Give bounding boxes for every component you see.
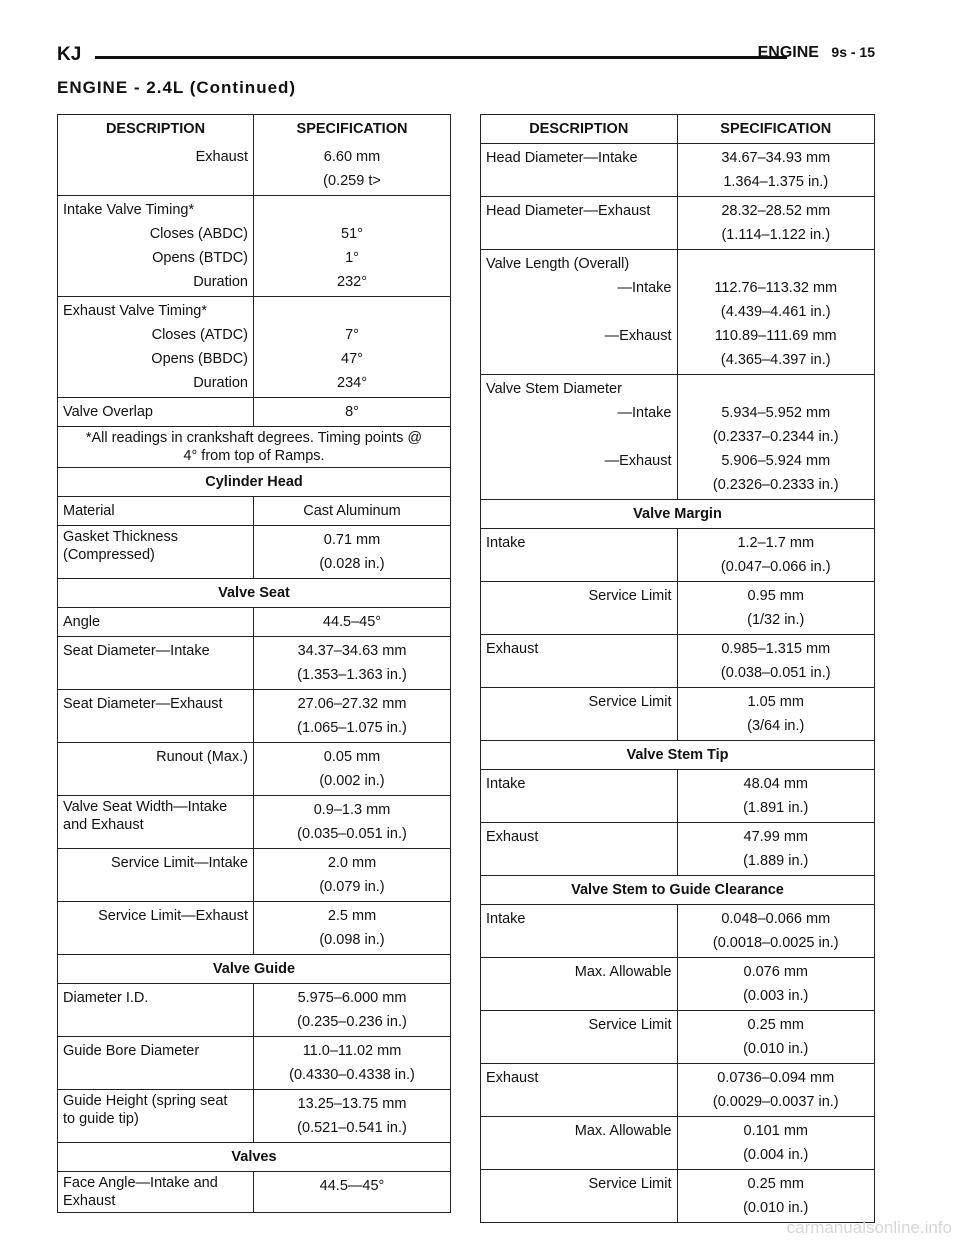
spec-in: (0.002 in.) [319,773,385,789]
spec-blank [683,252,870,276]
table-row [481,1169,874,1222]
spec-mm: 11.0–11.02 mm [302,1043,402,1059]
section-heading-valve-guide: Valve Guide [58,954,450,983]
row-label: Opens (BTDC) [152,250,248,266]
spec-mm: 5.934–5.952 mm [721,405,831,421]
row-label: Runout (Max.) [156,749,248,765]
spec-mm: 1.05 mm [747,694,804,710]
table-row [58,296,450,397]
table-row [58,397,450,426]
spec-in: (0.035–0.051 in.) [297,826,407,842]
table-row [481,1116,874,1169]
row-label: Duration [193,274,248,290]
spec-in: (0.038–0.051 in.) [720,665,831,681]
table-row [58,607,450,636]
table-row [481,957,874,1010]
page-subtitle: ENGINE - 2.4L (Continued) [57,78,297,97]
page-header [57,44,875,74]
spec-mm: 2.5 mm [327,908,377,924]
row-label: —Exhaust [604,328,672,344]
spec-mm: 48.04 mm [743,776,808,792]
table-row [481,687,874,740]
spec-blank [259,299,445,323]
spec-in: (0.047–0.066 in.) [720,559,831,575]
row-label: Duration [193,375,248,391]
table-row [481,822,874,875]
table-row [481,143,874,196]
spec-in: (0.098 in.) [319,932,385,948]
row-label: Face Angle—Intake and [63,1175,218,1191]
row-label: Service Limit [588,1017,672,1033]
table-row [481,528,874,581]
table-row [58,195,450,296]
spec-mm: 5.906–5.924 mm [721,453,831,469]
spec-mm: 0.076 mm [743,964,808,980]
table-row [58,496,450,525]
section-heading-valve-seat: Valve Seat [58,578,450,607]
spec-value: 7° [345,327,359,343]
row-label: Closes (ABDC) [149,226,248,242]
section-title: ENGINE [757,44,819,61]
spec-value: 232° [337,274,367,290]
timing-footnote [58,426,450,467]
spec-mm: 0.048–0.066 mm [721,911,831,927]
row-label: Service Limit—Exhaust [98,908,248,924]
spec-table-right [480,114,875,1223]
table-row [58,848,450,901]
row-label: —Exhaust [604,453,672,469]
row-label: Exhaust [195,149,248,165]
table-row [58,983,450,1036]
row-label: Exhaust [486,641,539,657]
spec-mm: 27.06–27.32 mm [297,696,407,712]
row-label: Exhaust [486,829,539,845]
spec-value: 8° [345,404,359,420]
table-row [481,769,874,822]
spec-in: (1/32 in.) [747,612,805,628]
spec-in: (0.0029–0.0037 in.) [712,1094,839,1110]
table-row [481,904,874,957]
spec-mm: 1.2–1.7 mm [737,535,815,551]
row-label: Guide Bore Diameter [63,1043,200,1059]
spec-in: (4.439–4.461 in.) [720,304,831,320]
note-line: *All readings in crankshaft degrees. Timing points @ [85,430,423,446]
table-row [58,901,450,954]
spec-mm: 5.975–6.000 mm [297,990,407,1006]
spec-in: (0.010 in.) [743,1200,809,1216]
row-label: —Intake [617,280,672,296]
row-label: Service Limit [588,1176,672,1192]
column-header-description: DESCRIPTION [481,115,678,143]
spec-mm: 34.37–34.63 mm [297,643,407,659]
spec-mm: 0.25 mm [747,1176,804,1192]
spec-in: (0.235–0.236 in.) [297,1014,407,1030]
table-row [481,374,874,499]
spec-in: (1.891 in.) [743,800,809,816]
spec-in: (4.365–4.397 in.) [720,352,831,368]
row-label: to guide tip) [63,1111,139,1127]
spec-mm: 0.05 mm [323,749,381,765]
spec-in: (1.114–1.122 in.) [721,227,831,243]
spec-value: 47° [341,351,363,367]
spacer [486,300,672,324]
spacer [486,425,672,449]
row-label: Valve Stem Diameter [486,381,622,397]
row-label: Max. Allowable [574,1123,672,1139]
row-label: Valve Overlap [63,404,153,420]
spec-mm: 13.25–13.75 mm [297,1096,407,1112]
spec-mm: 0.95 mm [747,588,804,604]
spec-in: (0.004 in.) [743,1147,809,1163]
spec-mm: 0.25 mm [747,1017,804,1033]
spec-in: (0.079 in.) [319,879,385,895]
row-label: Diameter I.D. [63,990,149,1006]
table-row [58,1171,450,1212]
table-row [481,1063,874,1116]
table-row [58,636,450,689]
row-label: Service Limit [588,694,672,710]
spec-in: (0.259 t> [323,173,381,189]
table-row [481,581,874,634]
note-line: 4° from top of Ramps. [183,448,325,464]
spec-value: Cast Aluminum [303,503,401,519]
spec-mm: 47.99 mm [743,829,808,845]
row-label: Material [63,503,115,519]
vehicle-code: KJ [57,44,82,65]
row-label: Guide Height (spring seat [63,1093,228,1109]
spec-in: (0.2337–0.2344 in.) [712,429,839,445]
spec-value: 44.5—45° [319,1178,385,1194]
column-header-description: DESCRIPTION [58,115,254,143]
spec-mm: 112.76–113.32 mm [714,280,838,296]
row-label: Intake Valve Timing* [63,202,195,218]
table-row [481,249,874,374]
table-row [58,1089,450,1142]
spec-mm: 0.101 mm [743,1123,808,1139]
table-row [58,143,450,195]
spec-in: (0.028 in.) [319,556,385,572]
row-label: Valve Length (Overall) [486,256,630,272]
table-row [481,196,874,249]
table-row [481,634,874,687]
spec-in: (1.889 in.) [743,853,809,869]
row-label: Intake [486,535,526,551]
row-label: Exhaust Valve Timing* [63,303,207,319]
spec-in: (0.4330–0.4338 in.) [289,1067,415,1083]
row-label: Exhaust [63,1193,116,1209]
row-label: Gasket Thickness [63,529,178,545]
page-number: 9s - 15 [831,44,875,60]
column-header-specification: SPECIFICATION [296,121,408,137]
section-heading-valves: Valves [58,1142,450,1171]
column-header-specification: SPECIFICATION [720,121,832,137]
section-heading-guide-clearance: Valve Stem to Guide Clearance [481,875,874,904]
spec-mm: 28.32–28.52 mm [721,203,831,219]
row-label: Max. Allowable [574,964,672,980]
header-rule [95,56,787,59]
spec-in: (0.0018–0.0025 in.) [712,935,839,951]
row-label: Exhaust [486,1070,539,1086]
spec-in: (0.010 in.) [743,1041,809,1057]
row-label: Service Limit [588,588,672,604]
row-label: Head Diameter—Intake [486,150,638,166]
spec-mm: 2.0 mm [327,855,377,871]
row-label: Closes (ATDC) [151,327,248,343]
table-row [58,1036,450,1089]
row-label: Opens (BBDC) [151,351,248,367]
spacer [486,473,672,497]
spec-in: (1.353–1.363 in.) [297,667,407,683]
spec-table-left [57,114,451,1213]
section-heading-valve-stem-tip: Valve Stem Tip [481,740,874,769]
table-row [58,689,450,742]
spec-in: (1.065–1.075 in.) [297,720,407,736]
spec-value: 1° [345,250,359,266]
spec-in: (3/64 in.) [747,718,805,734]
row-label: Seat Diameter—Intake [63,643,210,659]
row-label: —Intake [617,405,672,421]
spec-mm: 0.0736–0.094 mm [717,1070,835,1086]
row-label: Service Limit—Intake [111,855,248,871]
spec-in: (0.521–0.541 in.) [297,1120,407,1136]
watermark: carmanualsonline.info [786,1218,952,1237]
spec-blank [259,198,445,222]
row-label: Valve Seat Width—Intake [63,799,228,815]
row-label: (Compressed) [63,547,155,563]
spec-in: 1.364–1.375 in.) [723,174,829,190]
row-label: Angle [63,614,101,630]
table-header-row [58,115,450,143]
section-heading-valve-margin: Valve Margin [481,499,874,528]
spec-mm: 6.60 mm [323,149,381,165]
row-label: Intake [486,911,526,927]
spec-value: 44.5–45° [322,614,382,630]
spec-mm: 110.89–111.69 mm [714,328,837,344]
table-header-row [481,115,874,143]
spec-mm: 0.985–1.315 mm [721,641,831,657]
table-row [58,795,450,848]
row-label: Seat Diameter—Exhaust [63,696,223,712]
spec-mm: 0.71 mm [323,532,381,548]
table-row [58,525,450,578]
row-label: Intake [486,776,526,792]
spec-blank [683,377,870,401]
spec-value: 51° [341,226,363,242]
spec-mm: 0.9–1.3 mm [313,802,391,818]
section-heading-cylinder-head: Cylinder Head [58,467,450,496]
spec-mm: 34.67–34.93 mm [721,150,831,166]
header-right [758,44,875,62]
spec-in: (0.003 in.) [743,988,809,1004]
spacer [486,348,672,372]
row-label: and Exhaust [63,817,144,833]
spec-value: 234° [337,375,367,391]
table-row [481,1010,874,1063]
row-label: Head Diameter—Exhaust [486,203,651,219]
table-row [58,742,450,795]
spec-in: (0.2326–0.2333 in.) [712,477,839,493]
